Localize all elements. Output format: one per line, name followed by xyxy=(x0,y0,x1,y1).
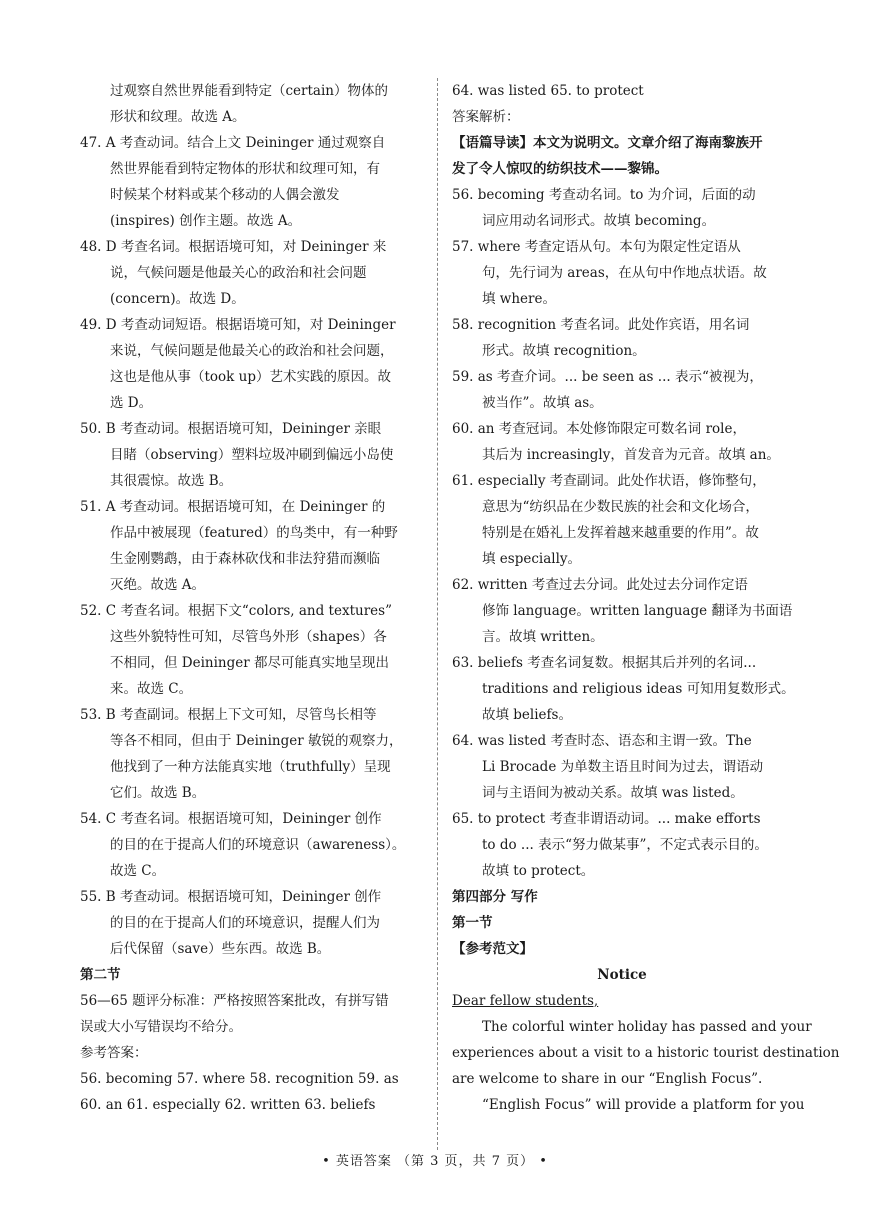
text-line: 故选 C。 xyxy=(110,863,166,879)
text-line: 不相同，但 Deininger 都尽可能真实地呈现出 xyxy=(110,655,390,671)
text-line: 发了令人惊叹的纺织技术——黎锦。 xyxy=(452,161,668,177)
text-line: 57. where 考查定语从句。本句为限定性定语从 xyxy=(452,239,741,255)
text-line: 误或大小写错误均不给分。 xyxy=(80,1019,242,1035)
page-footer: • 英语答案 （第 3 页，共 7 页） • xyxy=(322,1154,548,1169)
text-line: 后代保留（save）些东西。故选 B。 xyxy=(110,941,331,957)
text-line: 形式。故填 recognition。 xyxy=(482,343,646,359)
text-line: 来。故选 C。 xyxy=(110,681,193,697)
text-line: 说，气候问题是他最关心的政治和社会问题 xyxy=(110,265,367,281)
text-line: 56—65 题评分标准：严格按照答案批改，有拼写错 xyxy=(80,993,389,1009)
text-line: 64. was listed 65. to protect xyxy=(452,83,644,99)
text-line: Notice xyxy=(597,967,647,983)
text-line: 修饰 language。written language 翻译为书面语 xyxy=(482,603,793,619)
left-column xyxy=(80,78,422,1118)
text-line: 选 D。 xyxy=(110,395,153,411)
text-line: 言。故填 written。 xyxy=(482,629,604,645)
text-line: 48. D 考查名词。根据语境可知，对 Deininger 来 xyxy=(80,239,387,255)
text-line: 故填 to protect。 xyxy=(482,863,595,879)
text-line: 的目的在于提高人们的环境意识（awareness）。 xyxy=(110,837,406,853)
text-line: 特别是在婚礼上发挥着越来越重要的作用”。故 xyxy=(482,525,759,541)
text-line: 的目的在于提高人们的环境意识，提醒人们为 xyxy=(110,915,380,931)
text-line: 60. an 考查冠词。本处修饰限定可数名词 role， xyxy=(452,421,746,437)
text-line: 过观察自然世界能看到特定（certain）物体的 xyxy=(110,83,388,99)
text-line: 句，先行词为 areas，在从句中作地点状语。故 xyxy=(482,265,767,281)
column-divider xyxy=(437,78,438,1150)
text-line: 填 especially。 xyxy=(482,551,582,567)
text-line: 51. A 考查动词。根据语境可知，在 Deininger 的 xyxy=(80,499,386,515)
text-line: 灭绝。故选 A。 xyxy=(110,577,206,593)
text-line: 65. to protect 考查非谓语动词。... make efforts xyxy=(452,811,761,827)
text-line: 参考答案： xyxy=(80,1045,148,1061)
text-line: 时候某个材料或某个移动的人偶会激发 xyxy=(110,187,340,203)
text-line: 等各不相同，但由于 Deininger 敏锐的观察力， xyxy=(110,733,403,749)
text-line: 其后为 increasingly，首发音为元音。故填 an。 xyxy=(482,447,780,463)
text-line: 其很震惊。故选 B。 xyxy=(110,473,233,489)
text-line: 52. C 考查名词。根据下文“colors, and textures” xyxy=(80,603,392,619)
text-line: 【参考范文】 xyxy=(452,941,533,957)
text-line: 61. especially 考查副词。此处作状语，修饰整句， xyxy=(452,473,766,489)
text-line: 54. C 考查名词。根据语境可知，Deininger 创作 xyxy=(80,811,382,827)
text-line: 第一节 xyxy=(452,915,493,931)
text-line: 来说，气候问题是他最关心的政治和社会问题， xyxy=(110,343,394,359)
text-line: 47. A 考查动词。结合上文 Deininger 通过观察自 xyxy=(80,135,386,151)
text-line: 作品中被展现（featured）的鸟类中，有一种野 xyxy=(110,525,398,541)
text-line: 填 where。 xyxy=(482,291,556,307)
text-line: 56. becoming 57. where 58. recognition 59. as xyxy=(80,1071,399,1087)
text-line: traditions and religious ideas 可知用复数形式。 xyxy=(482,681,795,697)
text-line: 词应用动名词形式。故填 becoming。 xyxy=(482,213,716,229)
text-line: 然世界能看到特定物体的形状和纹理可知，有 xyxy=(110,161,380,177)
text-line: are welcome to share in our “English Focus”. xyxy=(452,1071,763,1087)
text-line: 答案解析： xyxy=(452,109,520,125)
text-line: (concern)。故选 D。 xyxy=(110,291,245,307)
text-line: Li Brocade 为单数主语且时间为过去，谓语动 xyxy=(482,759,764,775)
text-line: 59. as 考查介词。... be seen as ... 表示“被视为， xyxy=(452,369,763,385)
text-line: 【语篇导读】本文为说明文。文章介绍了海南黎族开 xyxy=(452,135,763,151)
text-line: 60. an 61. especially 62. written 63. beliefs xyxy=(80,1097,376,1113)
text-line: 56. becoming 考查动名词。to 为介词，后面的动 xyxy=(452,187,756,203)
text-line: 它们。故选 B。 xyxy=(110,785,206,801)
text-line: 生金刚鹦鹉，由于森林砍伐和非法狩猎而濒临 xyxy=(110,551,380,567)
text-line: 62. written 考查过去分词。此处过去分词作定语 xyxy=(452,577,748,593)
text-line: Dear fellow students, xyxy=(452,993,599,1009)
text-line: experiences about a visit to a historic tourist destination xyxy=(452,1045,840,1061)
right-column xyxy=(452,78,840,1118)
text-line: 他找到了一种方法能真实地（truthfully）呈现 xyxy=(110,759,391,775)
text-line: 这也是他从事（took up）艺术实践的原因。故 xyxy=(110,369,391,385)
text-line: 词与主语间为被动关系。故填 was listed。 xyxy=(482,785,744,801)
text-line: The colorful winter holiday has passed and your xyxy=(482,1019,812,1035)
text-line: 形状和纹理。故选 A。 xyxy=(110,109,246,125)
text-line: (inspires) 创作主题。故选 A。 xyxy=(110,213,302,229)
text-line: 55. B 考查动词。根据语境可知，Deininger 创作 xyxy=(80,889,382,905)
text-line: 故填 beliefs。 xyxy=(482,707,572,723)
text-line: “English Focus” will provide a platform for you xyxy=(482,1097,805,1113)
text-line: 这些外貌特性可知，尽管鸟外形（shapes）各 xyxy=(110,629,387,645)
text-line: 目睹（observing）塑料垃圾冲刷到偏远小岛使 xyxy=(110,447,394,463)
text-line: 50. B 考查动词。根据语境可知，Deininger 亲眼 xyxy=(80,421,382,437)
text-line: 意思为“纺织品在少数民族的社会和文化场合， xyxy=(482,499,759,515)
text-line: 64. was listed 考查时态、语态和主谓一致。The xyxy=(452,733,752,749)
text-line: 第四部分 写作 xyxy=(452,889,538,905)
text-line: 被当作”。故填 as。 xyxy=(482,395,603,411)
text-line: to do ... 表示“努力做某事”，不定式表示目的。 xyxy=(482,837,768,853)
text-line: 53. B 考查副词。根据上下文可知，尽管鸟长相等 xyxy=(80,707,377,723)
text-line: 63. beliefs 考查名词复数。根据其后并列的名词... xyxy=(452,655,757,671)
text-line: 第二节 xyxy=(80,967,121,983)
text-line: 49. D 考查动词短语。根据语境可知，对 Deininger xyxy=(80,317,396,333)
text-line: 58. recognition 考查名词。此处作宾语，用名词 xyxy=(452,317,750,333)
